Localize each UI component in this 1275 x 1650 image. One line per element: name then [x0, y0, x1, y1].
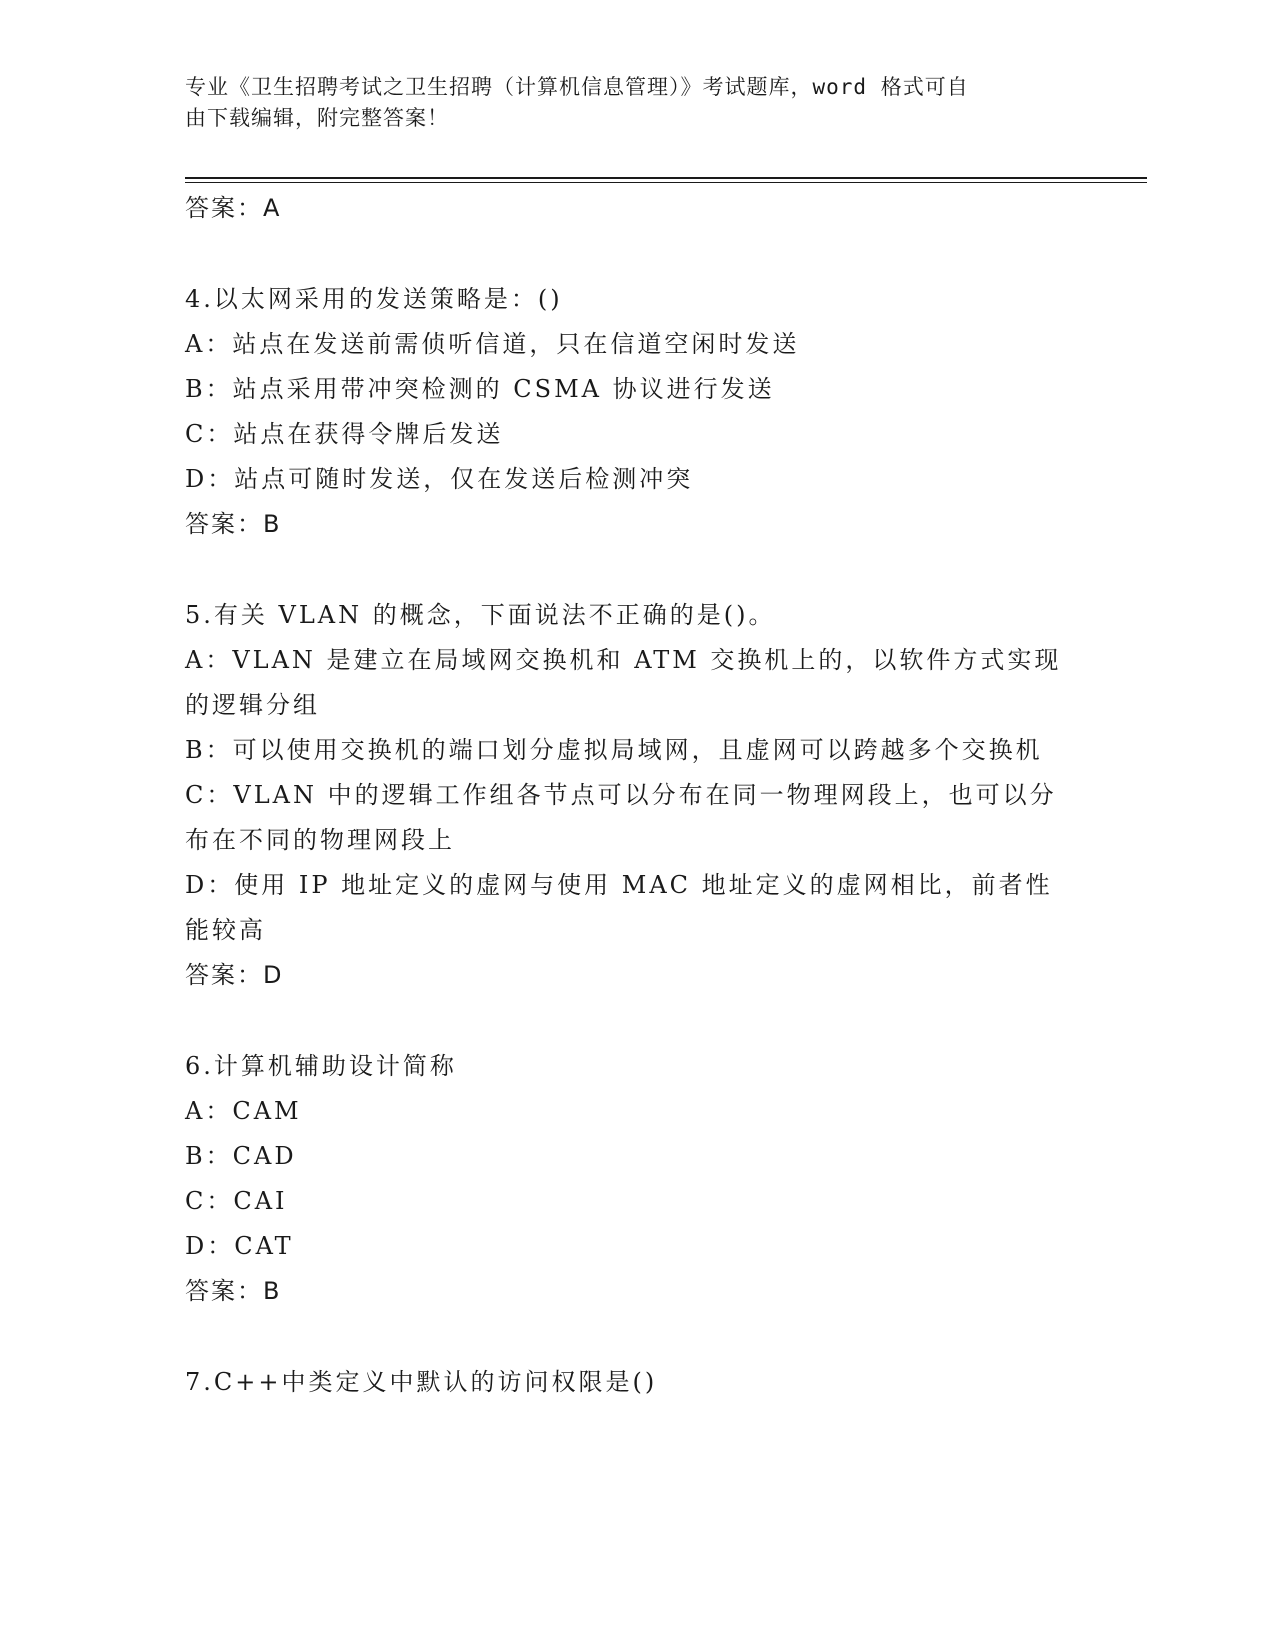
- question-stem: 6.计算机辅助设计简称: [185, 1052, 457, 1080]
- option-c: C：CAI: [185, 1187, 288, 1215]
- header-divider-thick: [185, 177, 1147, 179]
- question-7: [185, 1360, 1085, 1405]
- answer-text: 答案：B: [185, 510, 282, 538]
- option-b: B：可以使用交换机的端口划分虚拟局域网，且虚网可以跨越多个交换机: [185, 736, 1043, 764]
- option-d: D：站点可随时发送，仅在发送后检测冲突: [185, 465, 694, 493]
- question-stem: 7.C++中类定义中默认的访问权限是(): [185, 1368, 658, 1396]
- header-line-2: 由下载编辑，附完整答案！: [185, 106, 449, 130]
- option-c: C：VLAN 中的逻辑工作组各节点可以分布在同一物理网段上，也可以分布在不同的物理网段上: [185, 781, 1057, 854]
- option-b: B：CAD: [185, 1142, 297, 1170]
- question-6: [185, 1044, 1085, 1314]
- question-stem: 4.以太网采用的发送策略是：(): [185, 285, 563, 313]
- option-d: D：使用 IP 地址定义的虚网与使用 MAC 地址定义的虚网相比，前者性能较高: [185, 871, 1053, 944]
- header-divider-thin: [185, 182, 1147, 183]
- option-c: C：站点在获得令牌后发送: [185, 420, 504, 448]
- question-4: [185, 277, 1085, 547]
- question-stem: 5.有关 VLAN 的概念，下面说法不正确的是()。: [185, 601, 776, 629]
- option-b: B：站点采用带冲突检测的 CSMA 协议进行发送: [185, 375, 775, 403]
- option-a: A：站点在发送前需侦听信道，只在信道空闲时发送: [185, 330, 800, 358]
- option-a: A：CAM: [185, 1097, 302, 1125]
- header-line-1: 专业《卫生招聘考试之卫生招聘（计算机信息管理）》考试题库，word 格式可自: [185, 75, 969, 99]
- option-d: D：CAT: [185, 1232, 294, 1260]
- question-5: [185, 593, 1085, 998]
- option-a: A：VLAN 是建立在局域网交换机和 ATM 交换机上的，以软件方式实现的逻辑分组: [185, 646, 1062, 719]
- answer-text: 答案：D: [185, 961, 284, 989]
- answer-text: 答案：A: [185, 194, 282, 222]
- answer-text: 答案：B: [185, 1277, 282, 1305]
- question-list: [185, 186, 1085, 1405]
- document-header: [185, 72, 1065, 134]
